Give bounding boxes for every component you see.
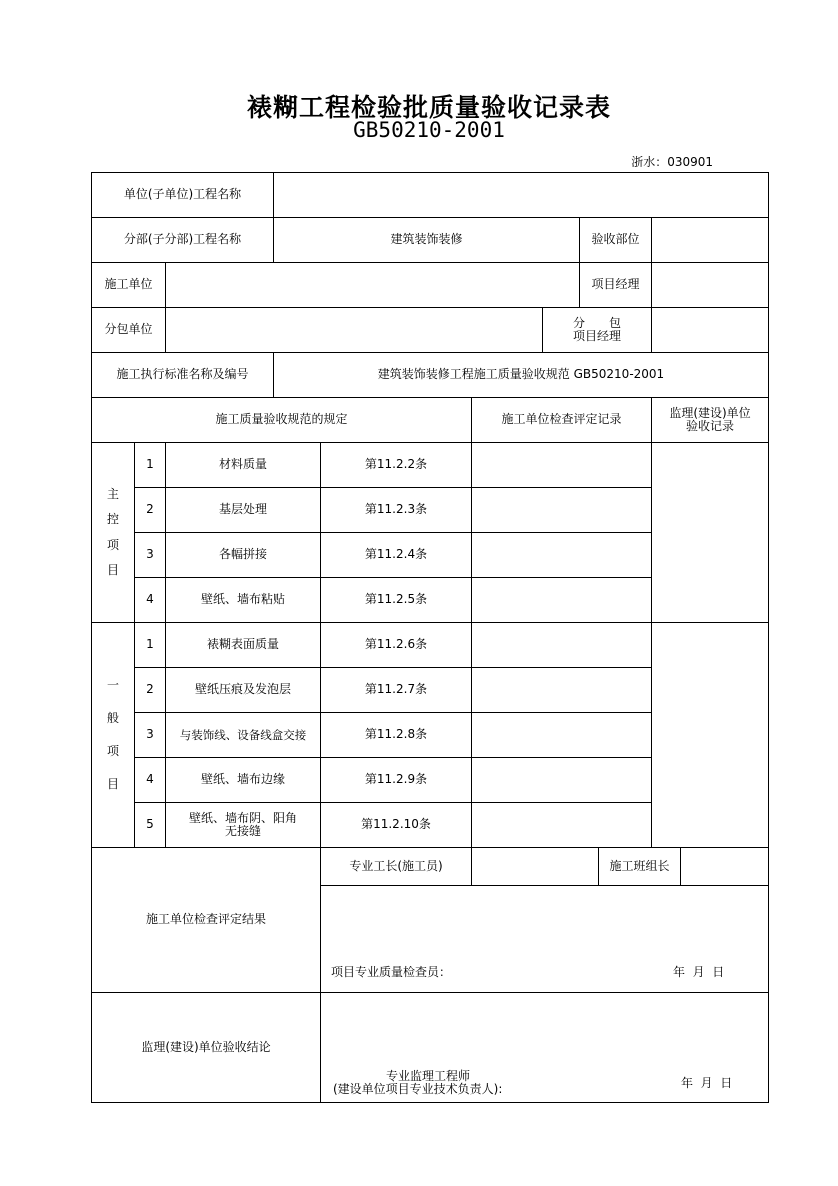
- construction-unit-label: 施工单位: [91, 262, 166, 308]
- main-item-record[interactable]: [471, 577, 652, 623]
- general-item-clause: 第11.2.8条: [320, 712, 472, 758]
- main-item-record[interactable]: [471, 442, 652, 488]
- form-code: 浙水：030901: [631, 155, 713, 169]
- main-item-clause: 第11.2.5条: [320, 577, 472, 623]
- general-group-char: 项: [106, 744, 119, 758]
- general-items-group-label: [91, 622, 135, 848]
- general-item-no: 2: [134, 667, 166, 713]
- team-leader-value[interactable]: [680, 847, 769, 886]
- construction-result-label: 施工单位检查评定结果: [91, 847, 321, 993]
- general-item-clause: 第11.2.6条: [320, 622, 472, 668]
- construction-unit-value[interactable]: [165, 262, 580, 308]
- main-item-no: 2: [134, 487, 166, 533]
- main-group-char: 主: [106, 487, 119, 502]
- general-group-char: 目: [106, 777, 119, 792]
- supervision-engineer-sub-label: (建设单位项目专业技术负责人):: [333, 1082, 503, 1096]
- general-item-name: 壁纸、墙布边缘: [165, 757, 321, 803]
- main-group-char: 目: [106, 562, 119, 577]
- inspector-label: 项目专业质量检查员：: [331, 965, 452, 979]
- team-leader-label: 施工班组长: [598, 847, 681, 886]
- foreman-label: 专业工长(施工员): [320, 847, 472, 886]
- main-items-supervision[interactable]: [651, 442, 769, 623]
- main-item-name: 基层处理: [165, 487, 321, 533]
- main-item-name: 材料质量: [165, 442, 321, 488]
- main-group-char: 控: [106, 512, 119, 527]
- general-item-record[interactable]: [471, 667, 652, 713]
- general-item-no: 5: [134, 802, 166, 848]
- project-manager-value[interactable]: [651, 262, 769, 308]
- general-item-record[interactable]: [471, 622, 652, 668]
- main-items-group-label: [91, 442, 135, 623]
- general-group-char: 般: [106, 710, 119, 725]
- main-item-clause: 第11.2.4条: [320, 532, 472, 578]
- main-item-no: 3: [134, 532, 166, 578]
- general-item-record[interactable]: [471, 712, 652, 758]
- supervision-engineer-label: 专业监理工程师: [386, 1069, 471, 1083]
- subcontract-manager-label: [542, 307, 652, 353]
- standard-label: 施工执行标准名称及编号: [91, 352, 274, 398]
- subcontract-manager-label-line2: 项目经理: [572, 329, 621, 343]
- general-item-clause: 第11.2.7条: [320, 667, 472, 713]
- inspection-part-value[interactable]: [651, 217, 769, 263]
- sub-project-label: 分部(子分部)工程名称: [91, 217, 274, 263]
- general-item-no: 1: [134, 622, 166, 668]
- general-item-name-line1: 壁纸、墙布阴、阳角: [188, 810, 297, 825]
- supervision-result-label: 监理(建设)单位验收结论: [91, 992, 321, 1103]
- general-item-record[interactable]: [471, 802, 652, 848]
- subcontract-unit-label: 分包单位: [91, 307, 166, 353]
- main-item-no: 4: [134, 577, 166, 623]
- main-item-clause: 第11.2.3条: [320, 487, 472, 533]
- main-item-clause: 第11.2.2条: [320, 442, 472, 488]
- inspection-part-label: 验收部位: [579, 217, 652, 263]
- standard-number: GB50210-2001: [353, 118, 505, 142]
- subcontract-manager-value[interactable]: [651, 307, 769, 353]
- main-item-record[interactable]: [471, 532, 652, 578]
- subcontract-unit-value[interactable]: [165, 307, 543, 353]
- project-manager-label: 项目经理: [579, 262, 652, 308]
- spec-header: 施工质量验收规范的规定: [91, 397, 472, 443]
- main-item-no: 1: [134, 442, 166, 488]
- subcontract-manager-label-line1: 分 包: [572, 315, 621, 330]
- supervision-header: [651, 397, 769, 443]
- general-item-no: 3: [134, 712, 166, 758]
- general-item-no: 4: [134, 757, 166, 803]
- unit-project-label: 单位(子单位)工程名称: [91, 172, 274, 218]
- general-item-record[interactable]: [471, 757, 652, 803]
- general-item-name-line2: 无接缝: [224, 824, 261, 838]
- standard-value: 建筑装饰装修工程施工质量验收规范 GB50210-2001: [273, 352, 769, 398]
- construction-date: 年 月 日: [673, 965, 725, 979]
- record-header: 施工单位检查评定记录: [471, 397, 652, 443]
- main-group-char: 项: [106, 537, 119, 552]
- general-item-clause: 第11.2.9条: [320, 757, 472, 803]
- sub-project-value[interactable]: 建筑装饰装修: [273, 217, 580, 263]
- supervision-header-line1: 监理(建设)单位: [669, 405, 751, 420]
- foreman-value[interactable]: [471, 847, 599, 886]
- unit-project-value[interactable]: [273, 172, 769, 218]
- general-items-supervision[interactable]: [651, 622, 769, 848]
- general-group-char: 一: [106, 677, 119, 692]
- main-item-name: 各幅拼接: [165, 532, 321, 578]
- general-item-name: 与装饰线、设备线盒交接: [165, 712, 321, 758]
- page-title: 裱糊工程检验批质量验收记录表: [246, 93, 611, 122]
- supervision-header-line2: 验收记录: [685, 419, 734, 433]
- supervision-date: 年 月 日: [681, 1076, 733, 1090]
- general-item-name: 壁纸压痕及发泡层: [165, 667, 321, 713]
- general-item-name: 裱糊表面质量: [165, 622, 321, 668]
- main-item-name: 壁纸、墙布粘贴: [165, 577, 321, 623]
- general-item-clause: 第11.2.10条: [320, 802, 472, 848]
- general-item-name: [165, 802, 321, 848]
- main-item-record[interactable]: [471, 487, 652, 533]
